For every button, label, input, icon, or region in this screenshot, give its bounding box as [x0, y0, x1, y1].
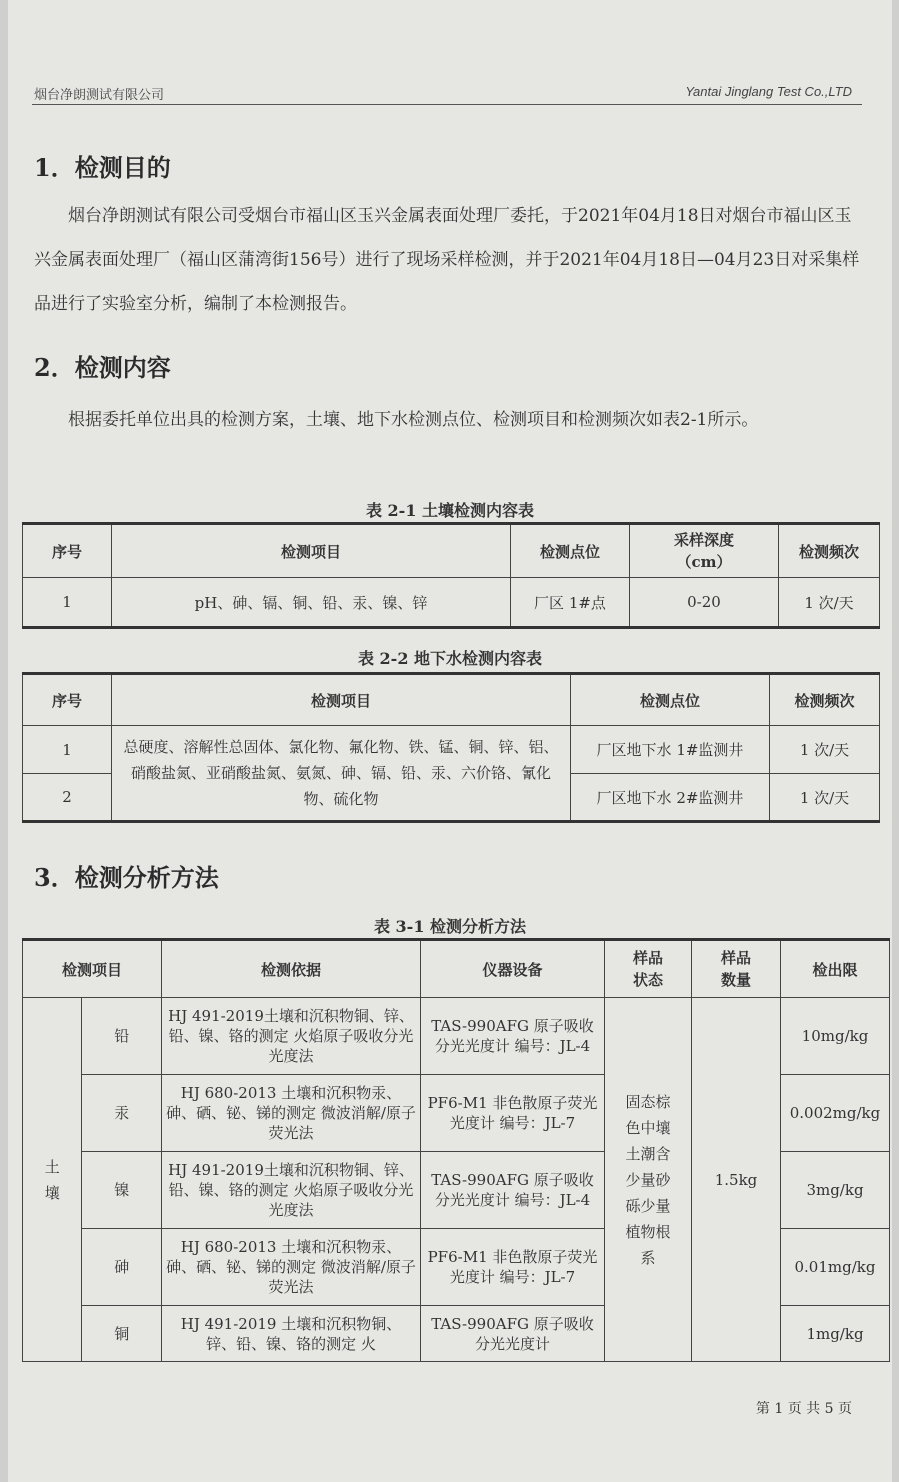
t21-h-point: 检测点位: [511, 524, 630, 578]
t31-limit-5: 1mg/kg: [781, 1306, 890, 1362]
t22-no-2: 2: [23, 774, 112, 822]
header-divider: [32, 104, 862, 105]
t31-item-2: 汞: [82, 1075, 162, 1152]
section2-title: 2．检测内容: [34, 353, 171, 382]
t22-no-1: 1: [23, 726, 112, 774]
t31-limit-2: 0.002mg/kg: [781, 1075, 890, 1152]
t31-device-4: PF6-M1 非色散原子荧光光度计 编号：JL-7: [421, 1229, 605, 1306]
t31-device-5: TAS-990AFG 原子吸收分光光度计: [421, 1306, 605, 1362]
table-row: [23, 998, 890, 1075]
t21-freq: 1 次/天: [779, 578, 880, 628]
table22-caption: 表 2-2 地下水检测内容表: [357, 649, 543, 668]
t31-h-qty: 样品 数量: [692, 940, 781, 998]
t31-device-3: TAS-990AFG 原子吸收分光光度计 编号：JL-4: [421, 1152, 605, 1229]
t31-device-1: TAS-990AFG 原子吸收分光光度计 编号：JL-4: [421, 998, 605, 1075]
t31-basis-2: HJ 680-2013 土壤和沉积物汞、砷、硒、铋、锑的测定 微波消解/原子荧光法: [162, 1075, 421, 1152]
t22-h-no: 序号: [23, 674, 112, 726]
header-company: 烟台净朗测试有限公司: [34, 88, 165, 103]
t21-h-depth: 采样深度 （cm）: [630, 524, 779, 578]
t22-freq-2: 1 次/天: [770, 774, 880, 822]
groundwater-content-table: [22, 672, 880, 823]
section3-title: 3．检测分析方法: [34, 863, 219, 892]
table31-caption: 表 3-1 检测分析方法: [373, 917, 527, 936]
t21-point: 厂区 1#点: [511, 578, 630, 628]
t31-device-2: PF6-M1 非色散原子荧光光度计 编号：JL-7: [421, 1075, 605, 1152]
t21-items: pH、砷、镉、铜、铅、汞、镍、锌: [112, 578, 511, 628]
t22-point-1: 厂区地下水 1#监测井: [571, 726, 770, 774]
section2-text: 根据委托单位出具的检测方案，土壤、地下水检测点位、检测项目和检测频次如表2-1所示。: [68, 410, 759, 430]
document-page: [8, 0, 892, 1482]
t31-item-1: 铅: [82, 998, 162, 1075]
t31-quantity: 1.5kg: [692, 998, 781, 1362]
t31-basis-4: HJ 680-2013 土壤和沉积物汞、砷、硒、铋、锑的测定 微波消解/原子荧光法: [162, 1229, 421, 1306]
table-row: [23, 726, 880, 774]
section1-title: 1．检测目的: [34, 153, 171, 182]
header-company-en: Yantai Jinglang Test Co.,LTD: [685, 84, 852, 99]
t22-items: 总硬度、溶解性总固体、氯化物、氟化物、铁、锰、铜、锌、铝、硝酸盐氮、亚硝酸盐氮、氨氮、砷、镉、铅、汞、六价铬、氰化物、硫化物: [112, 726, 571, 822]
t21-h-no: 序号: [23, 524, 112, 578]
table-row: [23, 578, 880, 628]
t31-h-item: 检测项目: [23, 940, 162, 998]
t31-limit-4: 0.01mg/kg: [781, 1229, 890, 1306]
t31-h-basis: 检测依据: [162, 940, 421, 998]
t21-depth: 0-20: [630, 578, 779, 628]
t21-h-items: 检测项目: [112, 524, 511, 578]
t31-item-3: 镍: [82, 1152, 162, 1229]
t31-h-device: 仪器设备: [421, 940, 605, 998]
t31-h-limit: 检出限: [781, 940, 890, 998]
t21-no: 1: [23, 578, 112, 628]
section1-text: 烟台净朗测试有限公司受烟台市福山区玉兴金属表面处理厂委托，于2021年04月18日对烟台市福山区玉兴金属表面处理厂（福山区蒲湾街156号）进行了现场采样检测，并于2021年04月18日—04月23日对采集样品进行了实验室分析，编制了本检测报告。: [34, 206, 860, 314]
t22-h-items: 检测项目: [112, 674, 571, 726]
t21-h-freq: 检测频次: [779, 524, 880, 578]
t31-item-4: 砷: [82, 1229, 162, 1306]
analysis-method-table: [22, 938, 890, 1362]
t31-h-state: 样品 状态: [605, 940, 692, 998]
t31-category: 土 壤: [23, 998, 82, 1362]
t31-limit-3: 3mg/kg: [781, 1152, 890, 1229]
t22-point-2: 厂区地下水 2#监测井: [571, 774, 770, 822]
t31-item-5: 铜: [82, 1306, 162, 1362]
table21-caption: 表 2-1 土壤检测内容表: [365, 501, 535, 520]
t31-basis-3: HJ 491-2019土壤和沉积物铜、锌、铅、镍、铬的测定 火焰原子吸收分光光度法: [162, 1152, 421, 1229]
t31-state: 固态棕 色中壤 土潮含 少量砂 砾少量 植物根 系: [605, 998, 692, 1362]
t31-limit-1: 10mg/kg: [781, 998, 890, 1075]
t22-h-freq: 检测频次: [770, 674, 880, 726]
soil-content-table: [22, 522, 880, 629]
page-number: 第 1 页 共 5 页: [755, 1401, 852, 1417]
t22-h-point: 检测点位: [571, 674, 770, 726]
t31-basis-1: HJ 491-2019土壤和沉积物铜、锌、铅、镍、铬的测定 火焰原子吸收分光光度法: [162, 998, 421, 1075]
t22-freq-1: 1 次/天: [770, 726, 880, 774]
t31-basis-5: HJ 491-2019 土壤和沉积物铜、锌、铅、镍、铬的测定 火: [162, 1306, 421, 1362]
